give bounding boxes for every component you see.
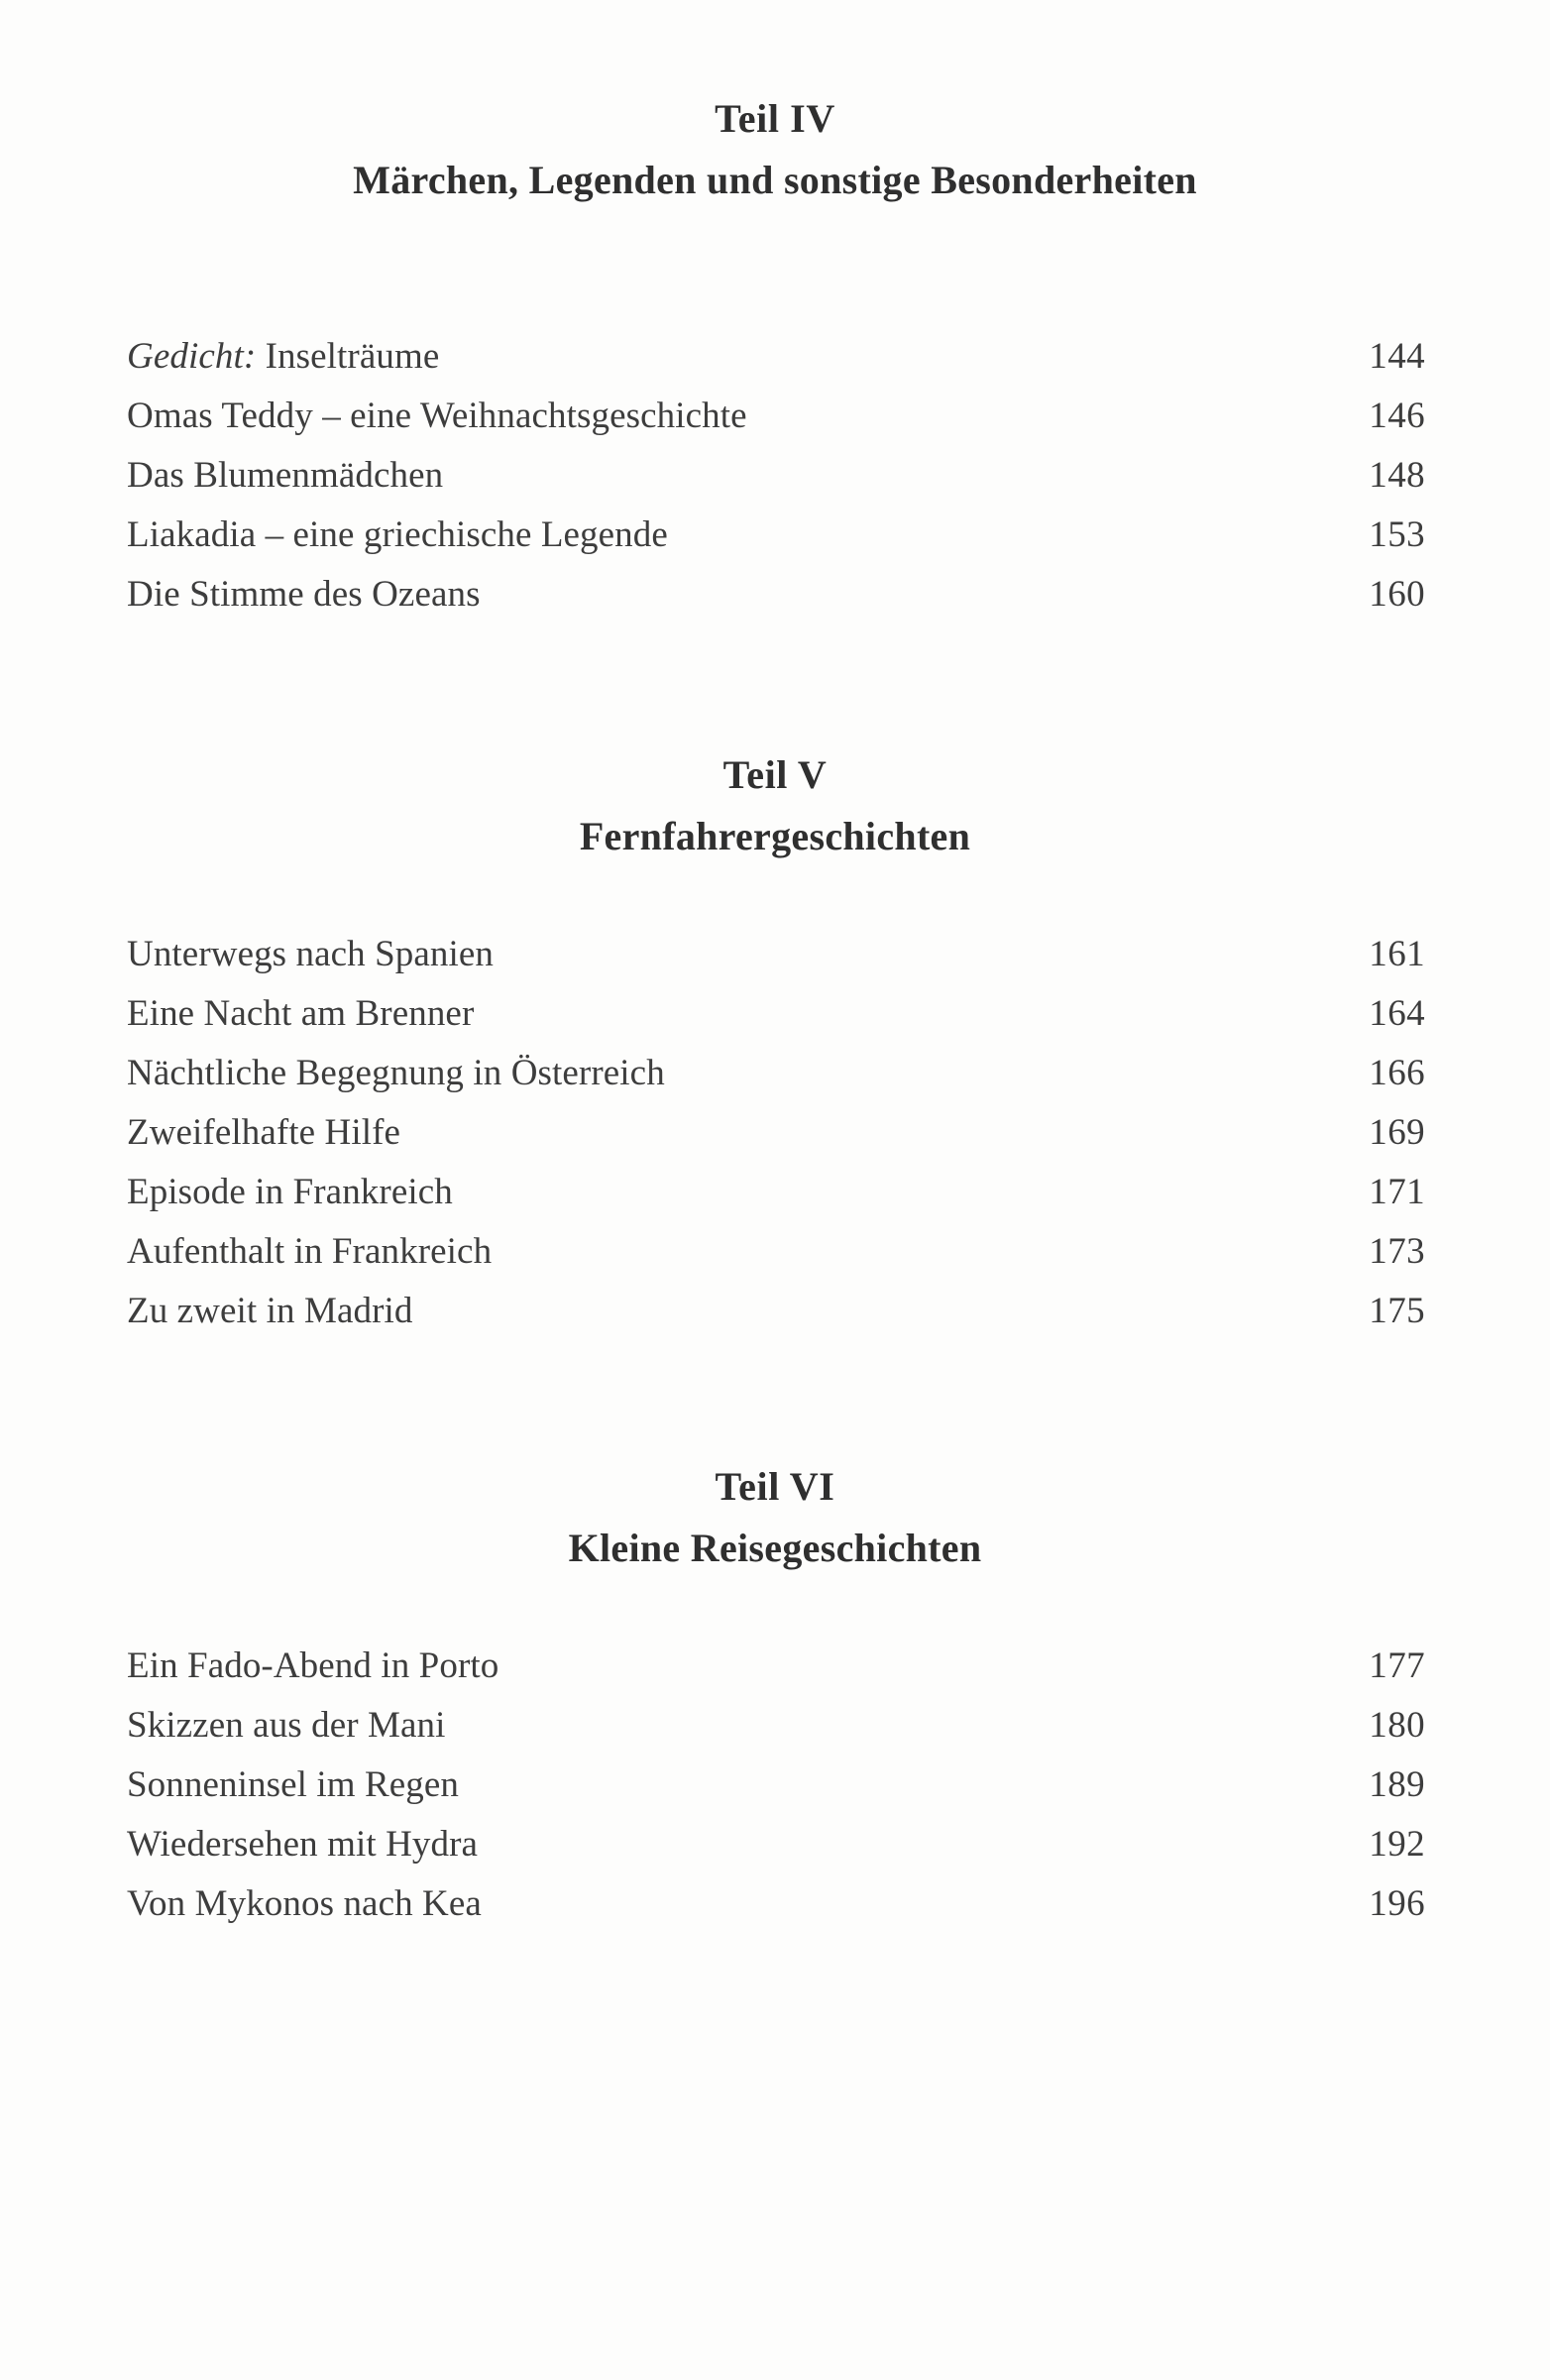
toc-entry[interactable] [0, 387, 1550, 446]
toc-entry-title-rest: Zu zweit in Madrid [127, 1291, 413, 1331]
toc-entry[interactable] [0, 1874, 1550, 1934]
toc-list-part-4 [0, 327, 1550, 624]
toc-entry[interactable] [0, 565, 1550, 624]
toc-entry[interactable] [0, 925, 1550, 984]
toc-entry-title-rest: Zweifelhafte Hilfe [127, 1112, 401, 1153]
toc-entry[interactable] [0, 1163, 1550, 1222]
toc-entry-title-rest: Ein Fado-Abend in Porto [127, 1645, 499, 1686]
toc-entry-title [127, 1815, 478, 1874]
toc-entry-title-rest: Wiedersehen mit Hydra [127, 1824, 479, 1865]
toc-entry-page: 153 [1369, 514, 1425, 555]
toc-entry-title-rest: Inselträume [256, 336, 440, 377]
part-label-5: Teil V [722, 752, 828, 797]
toc-entry-title-rest: Von Mykonos nach Kea [127, 1883, 482, 1924]
toc-entry-page: 192 [1369, 1824, 1425, 1865]
toc-entry-title [127, 565, 481, 624]
part-title-5: Fernfahrergeschichten [579, 814, 971, 858]
toc-entry-title-italic: Gedicht: [127, 336, 257, 377]
toc-entry-page: 160 [1369, 574, 1425, 615]
toc-entry-title-rest: Eine Nacht am Brenner [127, 993, 475, 1034]
toc-entry-title [127, 327, 439, 387]
toc-entry-title-rest: Das Blumenmädchen [127, 455, 444, 496]
toc-list-part-5 [0, 925, 1550, 1341]
toc-entry-page: 169 [1369, 1112, 1425, 1153]
toc-entry[interactable] [0, 506, 1550, 565]
part-title-4: Märchen, Legenden und sonstige Besonderheiten [353, 158, 1197, 202]
toc-entry-title-rest: Aufenthalt in Frankreich [127, 1231, 493, 1272]
toc-entry-title-rest: Liakadia – eine griechische Legende [127, 514, 668, 555]
toc-list-part-6 [0, 1637, 1550, 1934]
toc-entry-title [127, 1282, 412, 1341]
section-heading-part-4 [0, 96, 1550, 202]
toc-entry-title [127, 506, 668, 565]
toc-entry-title [127, 446, 443, 506]
toc-entry[interactable] [0, 327, 1550, 387]
toc-entry[interactable] [0, 1815, 1550, 1874]
toc-entry-page: 177 [1369, 1645, 1425, 1686]
toc-entry-page: 173 [1369, 1231, 1425, 1272]
toc-entry-page: 166 [1369, 1053, 1425, 1093]
part-label-4: Teil IV [715, 96, 835, 141]
toc-entry-title [127, 1222, 492, 1282]
toc-entry[interactable] [0, 984, 1550, 1044]
toc-entry-page: 189 [1369, 1764, 1425, 1805]
toc-entry-title-rest: Die Stimme des Ozeans [127, 574, 481, 615]
toc-entry[interactable] [0, 1282, 1550, 1341]
toc-entry[interactable] [0, 1756, 1550, 1815]
toc-entry-title-rest: Skizzen aus der Mani [127, 1705, 446, 1746]
toc-entry-title [127, 1163, 453, 1222]
toc-entry[interactable] [0, 1222, 1550, 1282]
toc-entry-title [127, 925, 494, 984]
toc-entry-title-rest: Episode in Frankreich [127, 1172, 453, 1212]
part-label-6: Teil VI [715, 1464, 835, 1509]
toc-entry-title [127, 1696, 446, 1756]
toc-entry-title [127, 984, 474, 1044]
toc-entry-page: 144 [1369, 336, 1425, 377]
toc-entry-title [127, 387, 747, 446]
toc-entry-page: 164 [1369, 993, 1425, 1034]
toc-entry-page: 171 [1369, 1172, 1425, 1212]
toc-entry-title [127, 1103, 400, 1163]
toc-entry-page: 175 [1369, 1291, 1425, 1331]
toc-entry-page: 148 [1369, 455, 1425, 496]
toc-entry-title-rest: Sonneninsel im Regen [127, 1764, 459, 1805]
toc-entry-title-rest: Omas Teddy – eine Weihnachtsgeschichte [127, 396, 747, 436]
toc-entry[interactable] [0, 1696, 1550, 1756]
part-title-6: Kleine Reisegeschichten [568, 1526, 982, 1570]
section-heading-part-5 [0, 752, 1550, 858]
toc-entry-title-rest: Nächtliche Begegnung in Österreich [127, 1053, 665, 1093]
toc-entry-title-rest: Unterwegs nach Spanien [127, 934, 495, 974]
toc-entry-page: 161 [1369, 934, 1425, 974]
toc-entry-page: 146 [1369, 396, 1425, 436]
toc-entry[interactable] [0, 1103, 1550, 1163]
toc-entry-page: 180 [1369, 1705, 1425, 1746]
section-heading-part-6 [0, 1464, 1550, 1570]
toc-entry-title [127, 1044, 665, 1103]
toc-entry[interactable] [0, 1637, 1550, 1696]
toc-entry[interactable] [0, 446, 1550, 506]
toc-entry-title [127, 1874, 482, 1934]
toc-entry-page: 196 [1369, 1883, 1425, 1924]
toc-entry-title [127, 1756, 459, 1815]
toc-entry-title [127, 1637, 498, 1696]
toc-entry[interactable] [0, 1044, 1550, 1103]
